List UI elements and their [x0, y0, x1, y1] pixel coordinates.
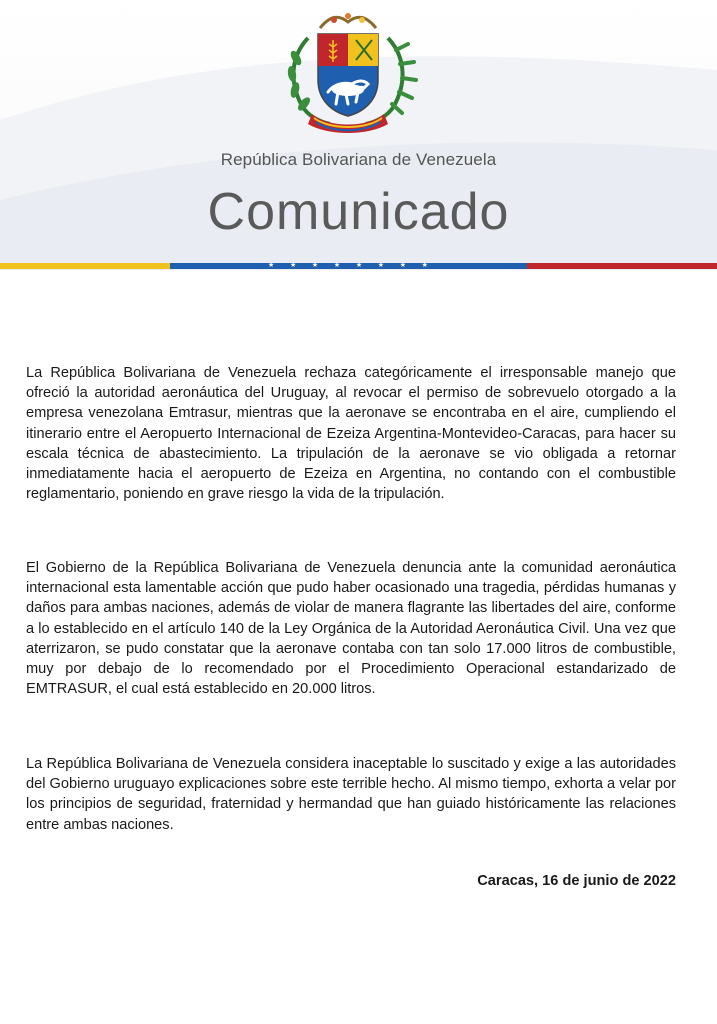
republic-name: República Bolivariana de Venezuela [220, 150, 497, 169]
star-icon: ★ [399, 262, 406, 269]
star-icon: ★ [333, 262, 341, 269]
flag-stars [268, 262, 428, 270]
star-icon: ★ [377, 262, 385, 269]
flag-stripe-red [527, 263, 717, 269]
star-icon: ★ [421, 262, 428, 269]
star-icon: ★ [355, 262, 363, 269]
body-paragraph-1-container [26, 363, 676, 504]
star-icon: ★ [311, 262, 319, 269]
letterhead [0, 0, 717, 298]
body-paragraph: La República Bolivariana de Venezuela rechaza categóricamente el irresponsable manejo que ofreció la autoridad aeronáutica del Uruguay, al revocar el permiso de sobrevuelo otorgado a la empresa venezolana Emtrasur, mientras que la aeronave se encontraba en el aire, cumpliendo el itinerario entre el Aeropuerto Internacional de Ezeiza Argentina-Montevideo-Caracas, para hacer su escala técnica de abastecimiento. La tripulación de la aeronave se vio obligada a retornar inmediatamente hacia el aeropuerto de Ezeiza en Argentina, no contando con el combustible reglamentario, poniendo en grave riesgo la vida de la tripulación. [26, 365, 676, 503]
body-paragraph: El Gobierno de la República Bolivariana de Venezuela denuncia ante la comunidad aeronáutica internacional esta lamentable acción que pudo haber ocasionado una tragedia, pérdidas humanas y daños para ambas naciones, además de violar de manera flagrante las libertades del aire, conforme a lo establecido en el artículo 140 de la Ley Orgánica de la Autoridad Aeronáutica Civil. Una vez que aterrizaron, se pudo constatar que la aeronave contaba con tan solo 17.000 litros de combustible, muy por debajo de lo recomendado por el Procedimiento Operacional estandarizado de EMTRASUR, el cual está establecido en 20.000 litros. [26, 560, 676, 698]
star-icon: ★ [268, 262, 275, 269]
place-and-date: Caracas, 16 de junio de 2022 [477, 873, 676, 889]
body-paragraph-2-container [26, 558, 676, 699]
body-paragraph-3-container [26, 754, 676, 835]
coat-of-arms-icon [278, 10, 418, 135]
document-title: Comunicado [207, 183, 510, 241]
flag-stripe-yellow [0, 263, 170, 269]
body-paragraph: La República Bolivariana de Venezuela considera inaceptable lo suscitado y exige a las autoridades del Gobierno uruguayo explicaciones sobre este terrible hecho. Al mismo tiempo, exhorta a velar por los principios de seguridad, fraternidad y hermandad que han guiado históricamente las relaciones entre ambas naciones. [26, 756, 676, 833]
star-icon: ★ [289, 262, 297, 269]
